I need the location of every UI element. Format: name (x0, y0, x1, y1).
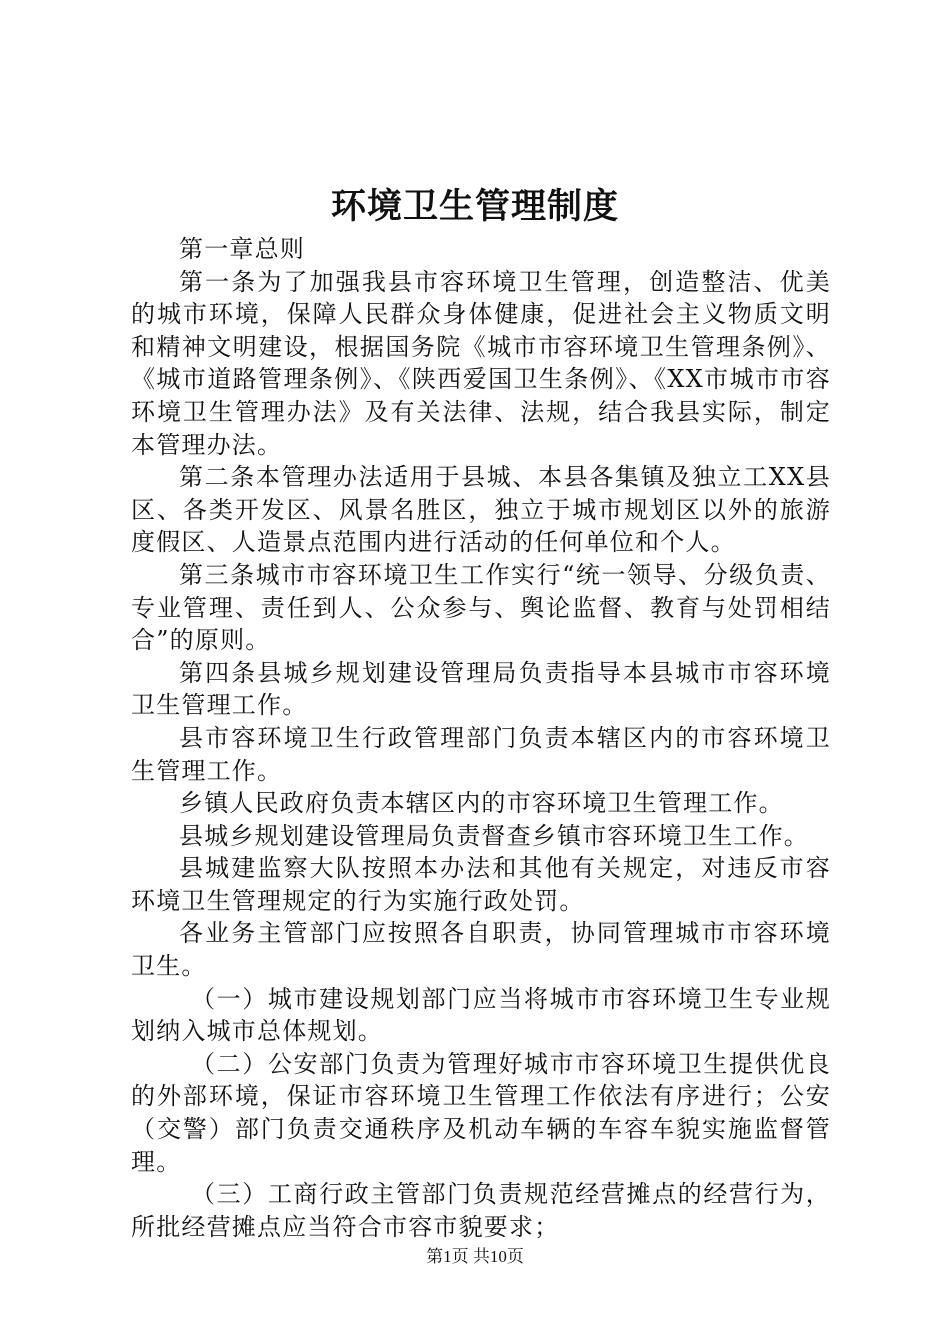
departments-paragraph: 各业务主管部门应按照各自职责，协同管理城市市容环境卫生。 (131, 919, 831, 981)
chapter-heading: 第一章总则 (179, 235, 305, 263)
township-paragraph: 乡镇人民政府负责本辖区内的市容环境卫生管理工作。 (179, 789, 784, 818)
item-1-paragraph: （一）城市建设规划部门应当将城市市容环境卫生专业规划纳入城市总体规划。 (131, 984, 831, 1046)
document-body (131, 233, 831, 1243)
document-title: 环境卫生管理制度 (330, 186, 619, 227)
article-1-paragraph: 第一条为了加强我县市容环境卫生管理，创造整洁、优美的城市环境，保障人民群众身体健康，促进社会主义物质文明和精神文明建设，根据国务院《城市市容环境卫生管理条例》、《城市道路管理条例》、《陕西爱国卫生条例》、《XX市城市市容环境卫生管理办法》及有关法律、法规，结合我县实际，制定本管理办法。 (131, 267, 831, 459)
supervision-paragraph: 县城乡规划建设管理局负责督查乡镇市容环境卫生工作。 (179, 821, 809, 850)
page-footer: 第1页 共10页 (426, 1247, 524, 1266)
article-2-paragraph: 第二条本管理办法适用于县城、本县各集镇及独立工XX县区、各类开发区、风景名胜区，独立于城市规划区以外的旅游度假区、人造景点范围内进行活动的任何单位和个人。 (131, 463, 831, 557)
article-3-paragraph: 第三条城市市容环境卫生工作实行“统一领导、分级负责、专业管理、责任到人、公众参与、舆论监督、教育与处罚相结合”的原则。 (131, 560, 831, 655)
enforcement-paragraph: 县城建监察大队按照本办法和其他有关规定，对违反市容环境卫生管理规定的行为实施行政处罚。 (131, 854, 831, 915)
county-dept-paragraph: 县市容环境卫生行政管理部门负责本辖区内的市容环境卫生管理工作。 (131, 723, 831, 785)
article-4-paragraph: 第四条县城乡规划建设管理局负责指导本县城市市容环境卫生管理工作。 (131, 658, 831, 720)
item-2-paragraph: （二）公安部门负责为管理好城市市容环境卫生提供优良的外部环境，保证市容环境卫生管理工作依法有序进行；公安（交警）部门负责交通秩序及机动车辆的车容车貌实施监督管理。 (131, 1049, 831, 1176)
item-3-paragraph: （三）工商行政主管部门负责规范经营摊点的经营行为，所批经营摊点应当符合市容市貌要求； (131, 1180, 831, 1241)
